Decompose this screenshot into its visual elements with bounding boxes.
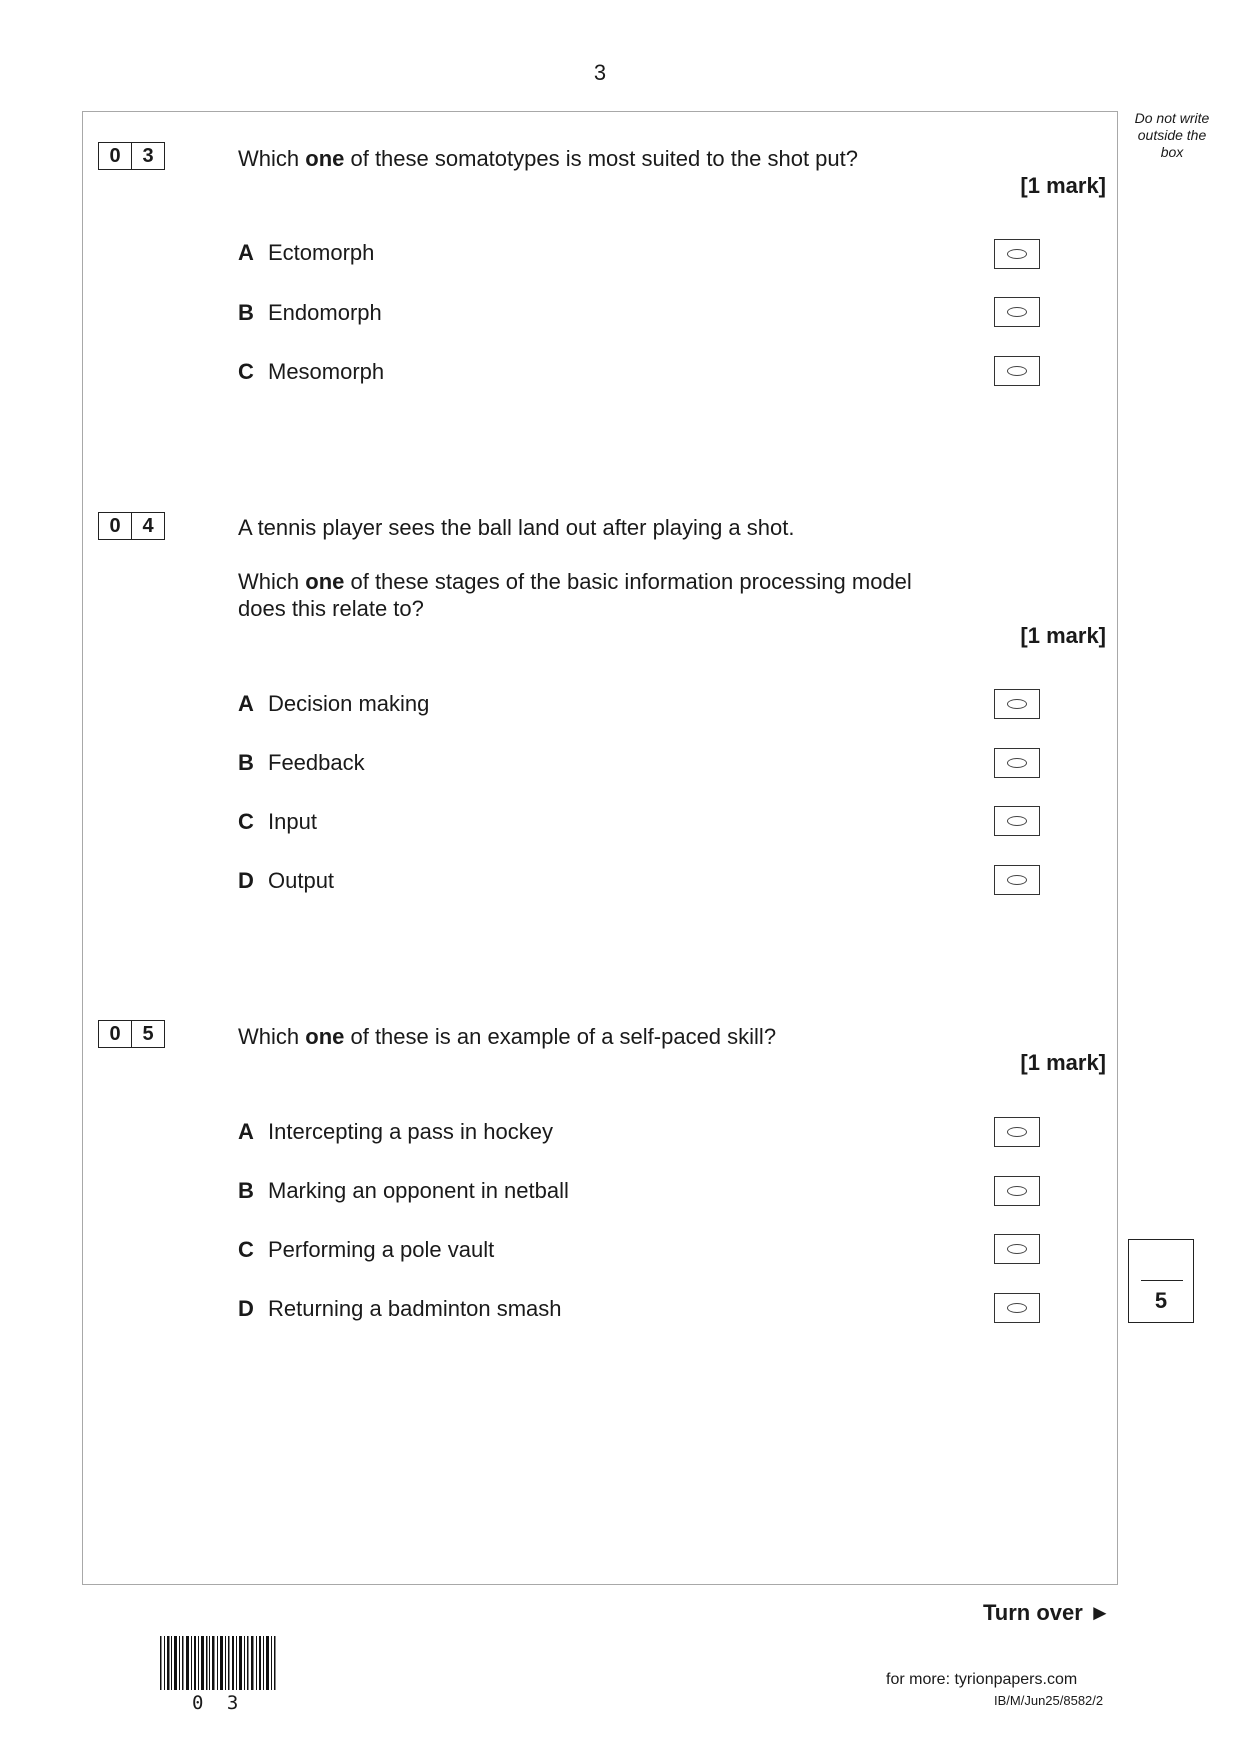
answer-bubble[interactable] [994,1293,1040,1323]
option-letter: B [238,750,254,775]
option-item [238,868,334,894]
question-number-digit: 0 [109,144,121,167]
total-rule [1141,1280,1183,1281]
question-number-box [98,512,165,540]
answer-bubble[interactable] [994,865,1040,895]
option-item [238,1178,569,1204]
option-text: Marking an opponent in netball [268,1178,569,1203]
answer-bubble[interactable] [994,297,1040,327]
question-number-digit: 0 [109,1022,121,1045]
answer-bubble[interactable] [994,748,1040,778]
option-letter: A [238,240,254,265]
option-text: Endomorph [268,300,382,325]
question-number-digit: 3 [131,143,164,169]
answer-bubble[interactable] [994,239,1040,269]
option-letter: A [238,1119,254,1144]
option-item [238,1296,562,1322]
barcode-number: 0 3 [192,1692,245,1714]
option-text: Mesomorph [268,359,385,384]
option-letter: D [238,1296,254,1321]
oval-icon [1007,1244,1027,1254]
option-text: Output [268,868,335,893]
option-item [238,691,429,717]
option-text: Returning a badminton smash [268,1296,562,1321]
question-text: Which one of these somatotypes is most suited to the shot put? [238,146,858,171]
option-text: Input [268,809,317,834]
answer-bubble[interactable] [994,1117,1040,1147]
option-text: Performing a pole vault [268,1237,495,1262]
margin-note: Do not write outside the box [1134,110,1210,160]
footer-website[interactable]: for more: tyrionpapers.com [886,1671,1078,1688]
question-text: Which one of these stages of the basic information processing model does this relate to? [238,569,912,621]
option-letter: C [238,809,254,834]
answer-bubble[interactable] [994,1234,1040,1264]
question-number-box [98,1020,165,1048]
option-item [238,1119,553,1145]
oval-icon [1007,875,1027,885]
oval-icon [1007,1127,1027,1137]
option-text: Ectomorph [268,240,375,265]
option-letter: D [238,868,254,893]
option-item [238,240,374,266]
oval-icon [1007,307,1027,317]
marks-label: [1 mark] [1020,173,1106,198]
option-text: Feedback [268,750,365,775]
option-letter: B [238,300,254,325]
question-number-digit: 5 [131,1021,164,1047]
turn-over-label: Turn over ► [983,1600,1111,1625]
page-total-value: 5 [1154,1288,1168,1313]
oval-icon [1007,1186,1027,1196]
option-letter: C [238,359,254,384]
footer-reference: IB/M/Jun25/8582/2 [994,1693,1104,1708]
question-number-digit: 0 [109,514,121,537]
answer-bubble[interactable] [994,689,1040,719]
oval-icon [1007,366,1027,376]
option-item [238,809,317,835]
answer-bubble[interactable] [994,1176,1040,1206]
option-text: Decision making [268,691,430,716]
barcode-icon [160,1636,276,1690]
option-letter: C [238,1237,254,1262]
option-item [238,750,365,776]
option-letter: B [238,1178,254,1203]
option-text: Intercepting a pass in hockey [268,1119,553,1144]
option-letter: A [238,691,254,716]
question-intro: A tennis player sees the ball land out after playing a shot. [238,515,795,540]
marks-label: [1 mark] [1020,623,1106,648]
answer-bubble[interactable] [994,806,1040,836]
oval-icon [1007,816,1027,826]
page-number: 3 [593,60,607,85]
oval-icon [1007,758,1027,768]
option-item [238,300,382,326]
oval-icon [1007,699,1027,709]
oval-icon [1007,1303,1027,1313]
oval-icon [1007,249,1027,259]
page-total-box [1128,1239,1194,1323]
marks-label: [1 mark] [1020,1050,1106,1075]
question-number-digit: 4 [131,513,164,539]
answer-bubble[interactable] [994,356,1040,386]
question-text: Which one of these is an example of a self-paced skill? [238,1024,777,1049]
question-number-box [98,142,165,170]
option-item [238,359,384,385]
answer-frame [82,111,1118,1585]
option-item [238,1237,494,1263]
